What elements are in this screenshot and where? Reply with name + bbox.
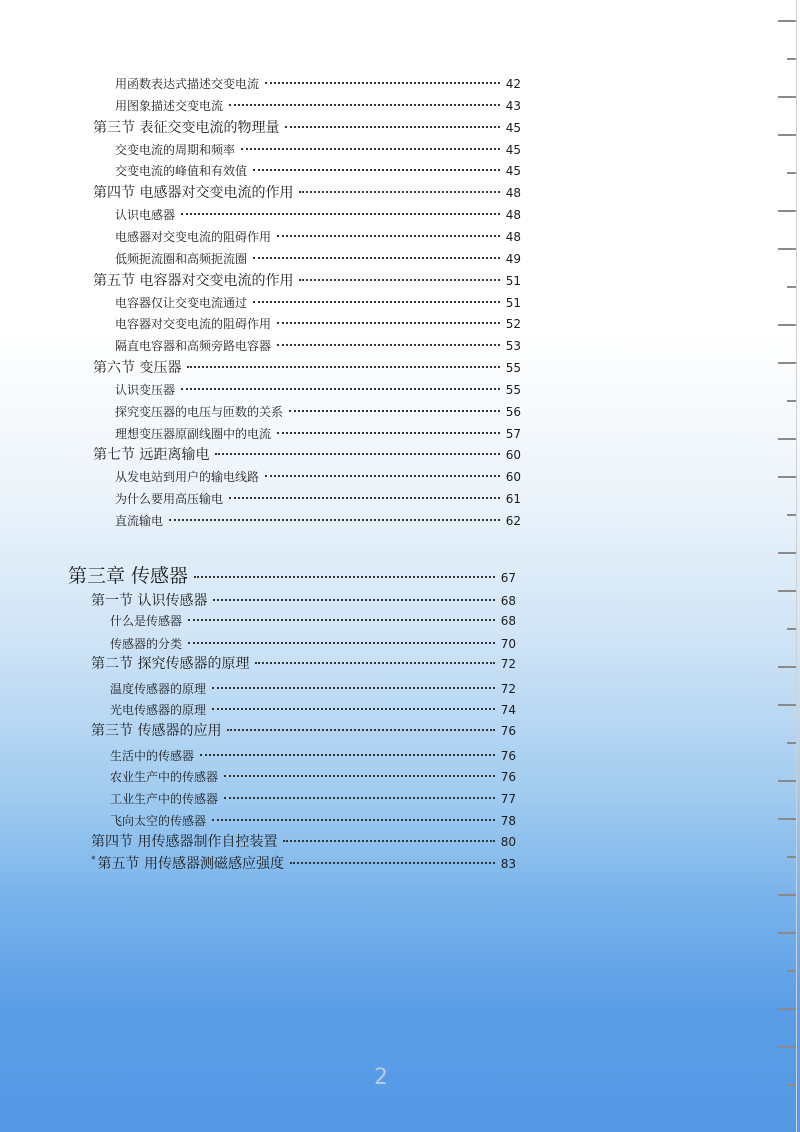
entry-page-number: 61: [505, 492, 521, 507]
entry-title: [115, 313, 271, 335]
entry-page-number: 62: [505, 514, 521, 528]
dot-leader: [181, 212, 500, 215]
subsection-entry: [115, 335, 521, 357]
edge-tick: [778, 590, 796, 592]
edge-tick: [787, 286, 796, 288]
edge-tick: [787, 970, 796, 972]
entry-page-number: 60: [505, 470, 521, 485]
entry-text: 电容器仅让交变电流通过: [115, 295, 248, 310]
edge-tick: [787, 172, 796, 174]
entry-text: 交变电流的峰值和有效值: [115, 164, 248, 179]
entry-page-number: 45: [505, 164, 521, 179]
entry-text: 电容器对交变电流的阻碍作用: [115, 317, 272, 332]
entry-text: 第二节 探究传感器的原理: [91, 656, 250, 672]
subsection-entry: [115, 204, 521, 226]
dot-leader: [169, 518, 500, 521]
entry-text: 用图象描述交变电流: [115, 98, 224, 113]
section-entry: [93, 270, 521, 292]
dot-leader: [212, 818, 495, 821]
edge-tick: [778, 362, 796, 364]
entry-text: 工业生产中的传感器: [110, 792, 219, 806]
entry-text: 飞向太空的传感器: [110, 814, 207, 828]
entry-text: 隔直电容器和高频旁路电容器: [115, 339, 272, 354]
dot-leader: [299, 278, 499, 281]
entry-title: [110, 678, 206, 700]
entry-title: [110, 633, 182, 655]
entry-text: 第三章 传感器: [68, 565, 189, 587]
entry-title: [115, 466, 259, 488]
entry-title: [110, 610, 182, 632]
subsection-entry: [110, 788, 516, 810]
entry-title: [93, 357, 181, 379]
edge-tick: [778, 552, 796, 554]
subsection-entry: [115, 313, 521, 335]
edge-tick: [778, 780, 796, 782]
dot-leader: [215, 452, 499, 455]
entry-text: 为什么要用高压输电: [115, 492, 224, 507]
entry-title: [91, 720, 221, 742]
dot-leader: [224, 796, 495, 799]
entry-text: 第五节 电容器对交变电流的作用: [93, 272, 294, 289]
edge-tick: [778, 134, 796, 136]
entry-text: 探究变压器的电压与匝数的关系: [115, 404, 284, 419]
entry-page-number: 77: [500, 792, 516, 806]
entry-text: 光电传感器的原理: [110, 703, 207, 717]
edge-tick: [778, 818, 796, 820]
edge-tick: [778, 96, 796, 98]
entry-text: 第四节 电感器对交变电流的作用: [93, 185, 294, 202]
edge-tick: [787, 514, 796, 516]
entry-title: [115, 292, 247, 314]
entry-title: [115, 510, 163, 532]
subsection-entry: [115, 95, 521, 117]
dot-leader: [229, 103, 500, 106]
subsection-entry: [115, 226, 521, 248]
edge-tick: [778, 210, 796, 212]
dot-leader: [200, 753, 495, 756]
chapter-entry: [68, 562, 516, 590]
edge-tick: [778, 324, 796, 326]
dot-leader: [277, 321, 500, 324]
entry-text: 什么是传感器: [110, 614, 183, 628]
edge-tick: [778, 20, 796, 22]
section-entry: [91, 653, 516, 675]
entry-page-number: 78: [500, 814, 516, 828]
subsection-entry: [110, 678, 516, 700]
entry-text: 电感器对交变电流的阻碍作用: [115, 229, 272, 244]
subsection-entry: [115, 160, 521, 182]
dot-leader: [277, 343, 500, 346]
edge-tick: [787, 742, 796, 744]
dot-leader: [194, 575, 495, 578]
entry-text: 从发电站到用户的输电线路: [115, 470, 260, 485]
subsection-entry: [115, 466, 521, 488]
entry-page-number: 76: [500, 770, 516, 784]
dot-leader: [213, 598, 494, 601]
section-entry: [91, 590, 516, 612]
entry-text: 低频扼流圈和高频扼流圈: [115, 251, 248, 266]
entry-text: 用函数表达式描述交变电流: [115, 77, 260, 91]
entry-text: 第三节 传感器的应用: [91, 723, 222, 739]
edge-tick: [778, 1046, 796, 1048]
entry-page-number: 76: [500, 724, 516, 738]
entry-page-number: 53: [505, 339, 521, 354]
dot-leader: [253, 168, 500, 171]
entry-title: [110, 699, 206, 721]
entry-title: [115, 226, 271, 248]
entry-text: 农业生产中的传感器: [110, 770, 219, 784]
entry-text: 交变电流的周期和频率: [115, 142, 236, 157]
entry-title: [91, 590, 207, 612]
entry-title: [93, 270, 293, 292]
subsection-entry: [115, 401, 521, 423]
subsection-entry: [115, 379, 521, 401]
edge-line: [796, 0, 797, 1132]
entry-page-number: 48: [505, 186, 521, 201]
dot-leader: [255, 661, 494, 664]
dot-leader: [181, 387, 500, 390]
entry-text: 认识变压器: [115, 382, 176, 397]
subsection-entry: [115, 510, 521, 532]
section-entry: [91, 853, 516, 875]
entry-title: [68, 562, 188, 590]
dot-leader: [188, 641, 495, 644]
subsection-entry: [110, 699, 516, 721]
dot-leader: [212, 707, 495, 710]
entry-title: [91, 653, 249, 675]
subsection-entry: [115, 139, 521, 161]
edge-tick: [787, 400, 796, 402]
dot-leader: [277, 431, 500, 434]
entry-page-number: 55: [505, 361, 521, 376]
entry-page-number: 45: [505, 120, 521, 135]
subsection-entry: [115, 488, 521, 510]
entry-page-number: 56: [505, 404, 521, 419]
section-entry: [93, 357, 521, 379]
edge-tick: [787, 628, 796, 630]
entry-page-number: 76: [500, 749, 516, 763]
edge-tick: [778, 1008, 796, 1010]
entry-text: 传感器的分类: [110, 637, 183, 651]
entry-page-number: 51: [505, 273, 521, 288]
dot-leader: [289, 409, 500, 412]
edge-tick: [778, 666, 796, 668]
entry-title: [110, 788, 218, 810]
entry-page-number: 51: [505, 295, 521, 310]
subsection-entry: [115, 73, 521, 95]
entry-title: [115, 423, 271, 445]
dot-leader: [277, 234, 500, 237]
entry-text: 直流输电: [115, 514, 164, 528]
subsection-entry: [110, 610, 516, 632]
entry-text: 第六节 变压器: [93, 360, 182, 377]
entry-text: 第一节 认识传感器: [91, 593, 208, 609]
entry-title: [93, 444, 209, 466]
entry-title: [115, 160, 247, 182]
entry-text: 第七节 远距离输电: [93, 447, 210, 464]
edge-tick: [778, 704, 796, 706]
dot-leader: [299, 190, 499, 193]
edge-tick: [778, 248, 796, 250]
edge-tick: [787, 58, 796, 60]
dot-leader: [290, 861, 495, 864]
entry-text: 认识电感器: [115, 208, 176, 223]
dot-leader: [283, 839, 494, 842]
page-number: 2: [374, 1065, 388, 1090]
subsection-entry: [110, 810, 516, 832]
subsection-entry: [115, 292, 521, 314]
dot-leader: [253, 300, 500, 303]
entry-title: [115, 73, 259, 95]
entry-title: [115, 139, 235, 161]
edge-tick: [778, 476, 796, 478]
dot-leader: [285, 125, 499, 128]
entry-text: 生活中的传感器: [110, 749, 195, 763]
section-entry: [91, 831, 516, 853]
dot-leader: [265, 474, 500, 477]
dot-leader: [265, 81, 500, 84]
edge-tick: [778, 894, 796, 896]
dot-leader: [241, 147, 500, 150]
entry-title: [93, 117, 279, 139]
entry-page-number: 55: [505, 382, 521, 397]
entry-title: [110, 745, 194, 767]
entry-text: 第五节 用传感器测磁感应强度: [97, 856, 284, 872]
dot-leader: [188, 618, 495, 621]
dot-leader: [212, 686, 495, 689]
subsection-entry: [110, 745, 516, 767]
binding-edge: [778, 0, 800, 1132]
entry-page-number: 83: [500, 857, 516, 871]
entry-title: [115, 248, 247, 270]
entry-title: [91, 853, 284, 877]
edge-tick: [778, 932, 796, 934]
entry-title: [115, 95, 223, 117]
entry-title: [110, 810, 206, 832]
entry-page-number: 57: [505, 426, 521, 441]
edge-tick: [787, 1084, 796, 1086]
entry-title: [110, 766, 218, 788]
entry-page-number: 45: [505, 142, 521, 157]
subsection-entry: [115, 423, 521, 445]
section-entry: [93, 182, 521, 204]
entry-page-number: 48: [505, 208, 521, 223]
entry-page-number: 67: [500, 571, 516, 585]
dot-leader: [253, 256, 500, 259]
dot-leader: [229, 496, 500, 499]
section-entry: [93, 117, 521, 139]
dot-leader: [224, 774, 495, 777]
entry-page-number: 68: [500, 594, 516, 608]
entry-title: [115, 488, 223, 510]
section-entry: [91, 720, 516, 742]
edge-tick: [787, 856, 796, 858]
entry-text: 温度传感器的原理: [110, 682, 207, 696]
subsection-entry: [115, 248, 521, 270]
entry-text: 第四节 用传感器制作自控装置: [91, 834, 278, 850]
entry-title: [115, 335, 271, 357]
entry-page-number: 72: [500, 657, 516, 671]
entry-text: 第三节 表征交变电流的物理量: [93, 119, 280, 136]
entry-page-number: 70: [500, 637, 516, 651]
entry-page-number: 49: [505, 251, 521, 266]
entry-title: [115, 379, 175, 401]
entry-page-number: 74: [500, 703, 516, 717]
entry-title: [91, 831, 277, 853]
entry-page-number: 72: [500, 682, 516, 696]
subsection-entry: [110, 633, 516, 655]
section-entry: [93, 444, 521, 466]
entry-page-number: 80: [500, 835, 516, 849]
entry-page-number: 42: [505, 77, 521, 91]
dot-leader: [187, 365, 499, 368]
optional-marker: *: [91, 855, 96, 865]
dot-leader: [227, 728, 494, 731]
entry-title: [115, 204, 175, 226]
subsection-entry: [110, 766, 516, 788]
entry-page-number: 43: [505, 98, 521, 113]
entry-title: [93, 182, 293, 204]
edge-tick: [778, 438, 796, 440]
entry-page-number: 48: [505, 229, 521, 244]
entry-text: 理想变压器原副线圈中的电流: [115, 426, 272, 441]
entry-page-number: 52: [505, 317, 521, 332]
entry-page-number: 68: [500, 614, 516, 628]
entry-title: [115, 401, 283, 423]
entry-page-number: 60: [505, 448, 521, 463]
